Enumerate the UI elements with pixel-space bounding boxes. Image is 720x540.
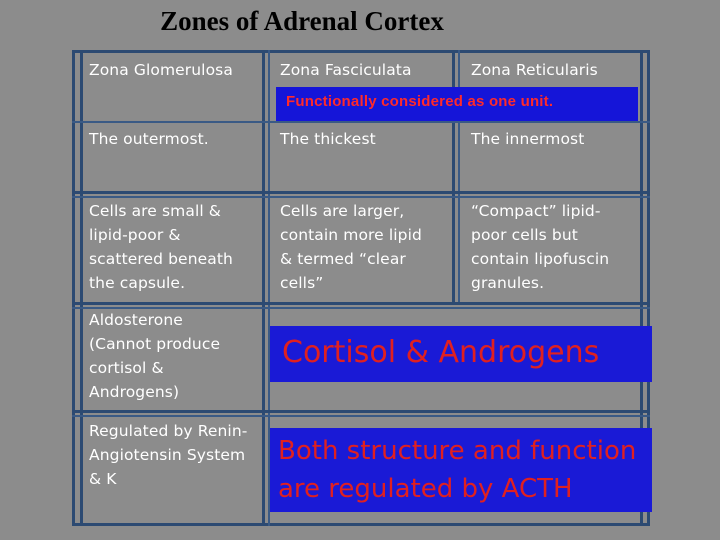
header-zona-reticularis: Zona Reticularis xyxy=(471,61,598,79)
text-line: Cells are small & xyxy=(89,202,221,220)
slide-title: Zones of Adrenal Cortex xyxy=(160,6,444,36)
hormones-glomerulosa xyxy=(89,308,220,404)
text-line: Angiotensin System xyxy=(89,446,246,464)
regulation-glomerulosa xyxy=(89,419,247,491)
functional-unit-banner xyxy=(276,87,638,121)
text-line: poor cells but xyxy=(471,226,578,244)
text-line: the capsule. xyxy=(89,274,186,292)
text-line: Androgens) xyxy=(89,383,180,401)
cortisol-androgens-text: Cortisol & Androgens xyxy=(282,335,600,370)
text-line: cortisol & xyxy=(89,359,164,377)
column-divider-2-top xyxy=(452,50,455,87)
text-line: granules. xyxy=(471,274,545,292)
cells-glomerulosa xyxy=(89,199,233,295)
position-reticularis: The innermost xyxy=(471,130,585,148)
text-line: cells” xyxy=(280,274,324,292)
text-line: are regulated by ACTH xyxy=(278,474,573,504)
text-line: lipid-poor & xyxy=(89,226,181,244)
row-divider-3 xyxy=(72,302,650,305)
acth-regulation-text xyxy=(278,432,636,508)
row-divider-2 xyxy=(72,191,650,194)
text-line: Aldosterone xyxy=(89,311,183,329)
row-divider-4b xyxy=(72,415,650,417)
text-line: & termed “clear xyxy=(280,250,406,268)
column-divider-2 xyxy=(452,121,455,305)
header-zona-glomerulosa: Zona Glomerulosa xyxy=(89,61,233,79)
text-line: Regulated by Renin- xyxy=(89,422,248,440)
header-zona-fasciculata: Zona Fasciculata xyxy=(280,61,412,79)
position-fasciculata: The thickest xyxy=(280,130,376,148)
text-line: (Cannot produce xyxy=(89,335,221,353)
row-divider-2b xyxy=(72,196,650,198)
row-divider-1 xyxy=(72,121,650,123)
functional-unit-text: Functionally considered as one unit. xyxy=(286,93,554,110)
text-line: Cells are larger, xyxy=(280,202,405,220)
text-line: contain lipofuscin xyxy=(471,250,610,268)
text-line: & K xyxy=(89,470,117,488)
text-line: contain more lipid xyxy=(280,226,422,244)
cells-reticularis xyxy=(471,199,609,295)
column-divider-2b xyxy=(458,121,460,305)
column-divider-2b-top xyxy=(458,50,460,87)
text-line: “Compact” lipid- xyxy=(471,202,601,220)
text-line: Both structure and function xyxy=(278,436,637,466)
position-glomerulosa: The outermost. xyxy=(89,130,209,148)
text-line: scattered beneath xyxy=(89,250,233,268)
cells-fasciculata xyxy=(280,199,422,295)
row-divider-4 xyxy=(72,410,650,413)
